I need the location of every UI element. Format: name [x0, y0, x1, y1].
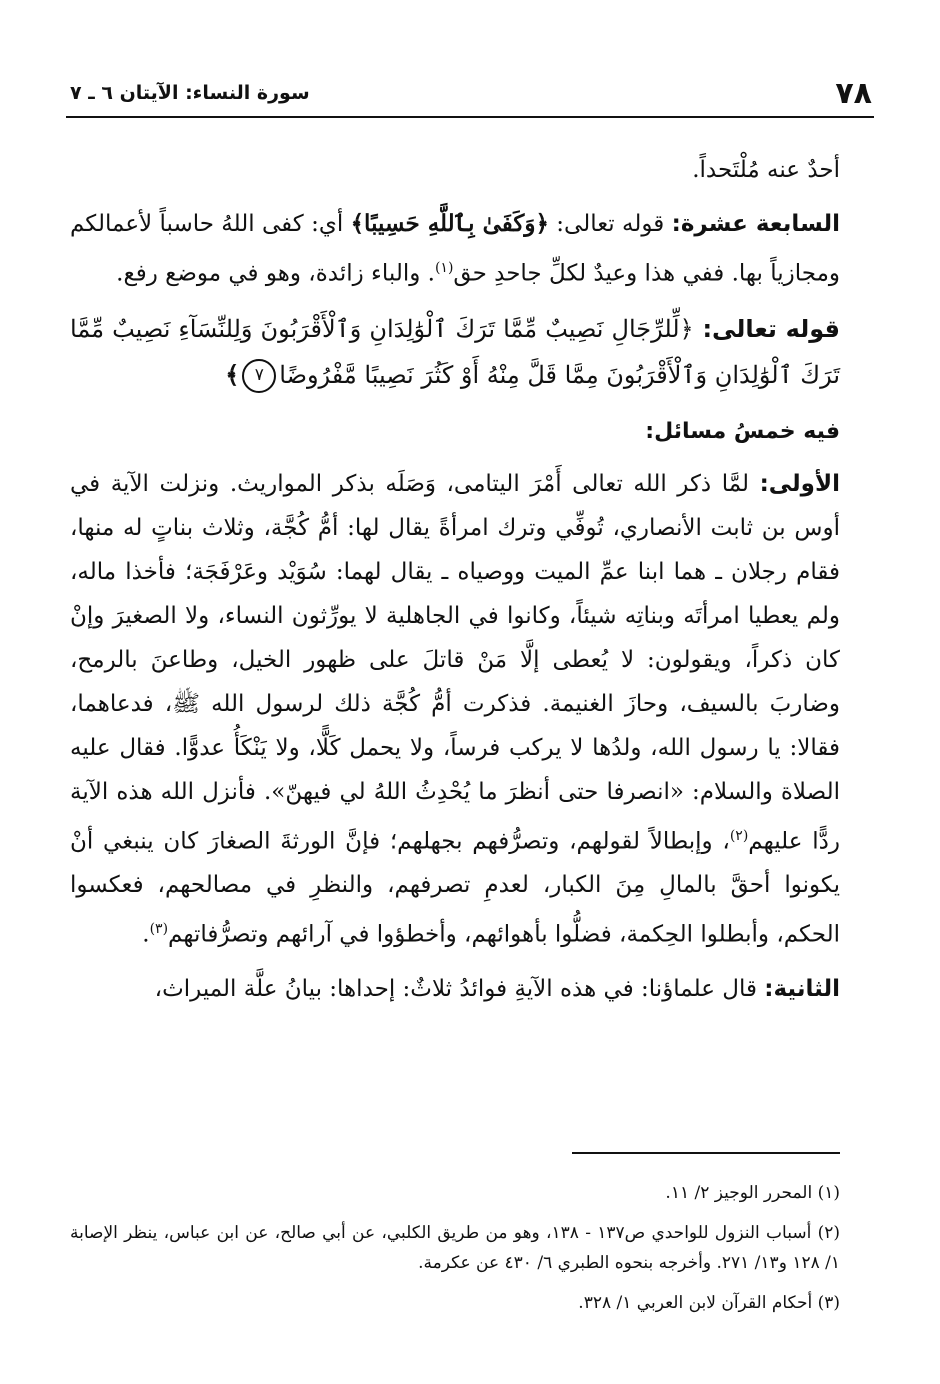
section-label-second: الثانية: [764, 975, 840, 1002]
verse-lead: قوله تعالى: [693, 314, 841, 343]
section-label-first: الأولى: [759, 470, 840, 497]
quran-verse-inline: ﴿وَكَفَىٰ بِٱللَّهِ حَسِيبًا﴾ [350, 210, 549, 237]
issues-heading: فيه خمسُ مسائل: [645, 418, 840, 444]
paragraph-second [70, 967, 840, 1011]
paragraph-first [70, 462, 840, 957]
second-text-1: قال علماؤنا: في هذه الآيةِ فوائدُ ثلاثٌ: إحداها: بيانُ علَّة الميراث، [154, 975, 765, 1002]
main-text [70, 148, 840, 1017]
footnote-divider [572, 1152, 840, 1154]
seventeenth-text-3: . والباء زائدة، وهو في موضع رفع. [116, 260, 435, 287]
ayah-number-marker: ٧ [242, 359, 276, 393]
footnote-3: (٣) أحكام القرآن لابن العربي ١/ ٣٢٨. [578, 1293, 840, 1313]
footnote-ref-3[interactable]: (٣) [149, 921, 169, 938]
first-text-2: ، وإبطالاً لقولهم، وتصرُّفهم بجهلهم؛ فإنَّ الورثةَ الصغارَ كان ينبغي أنْ يكونوا أحقَّ بالمالِ مِنَ الكبار، لعدمِ تصرفهم، والنظرِ في مصالحهم، فعكسوا الحكم، وأبطلوا الحِكمة، فضلُّوا بأهوائهم، وأخطؤوا في آرائهم وتصرُّفاتهم [70, 828, 840, 948]
section-label-seventeenth: السابعة عشرة: [671, 211, 840, 237]
footnote-ref-2[interactable]: (٢) [729, 827, 749, 844]
quran-verse-block [70, 306, 840, 398]
first-text-3: . [142, 921, 150, 948]
intro-text: أحدٌ عنه مُلْتَحداً. [692, 157, 840, 183]
verse-close-bracket: ﴾ [225, 359, 240, 389]
footnote-2: (٢) أسباب النزول للواحدي ص١٣٧ - ١٣٨، وهو من طريق الكلبي، عن أبي صالح، عن ابن عباس، ينظر الإصابة ١/ ١٢٨ و١٣/ ٢٧١. وأخرجه بنحوه الطبري ٦/ ٤٣٠ عن عكرمة. [70, 1223, 840, 1273]
paragraph-intro [70, 148, 840, 192]
footnotes [70, 1178, 840, 1328]
verse-text: ﴿لِّلرِّجَالِ نَصِيبٌ مِّمَّا تَرَكَ ٱلْوَٰلِدَانِ وَٱلْأَقْرَبُونَ وَلِلنِّسَآءِ نَصِيبٌ مِّمَّا تَرَكَ ٱلْوَٰلِدَانِ وَٱلْأَقْرَبُونَ مِمَّا قَلَّ مِنْهُ أَوْ كَثُرَ نَصِيبًا مَّفْرُوضًا [70, 314, 840, 389]
footnote-ref-1[interactable]: (١) [434, 260, 454, 276]
seventeenth-text-2: أي: كفى اللهُ حاسباً لأعمالكم ومجازياً بها. ففي هذا وعيدٌ لكلِّ جاحدِ حق [70, 211, 840, 287]
running-head: سورة النساء: الآيتان ٦ ـ ٧ [70, 82, 310, 104]
footnote-1: (١) المحرر الوجيز ٢/ ١١. [665, 1183, 840, 1203]
page-header [66, 76, 874, 118]
first-text-1: لمَّا ذكر الله تعالى أَمْرَ اليتامى، وَصَلَه بذكر المواريث. ونزلت الآية في أوس بن ثابت الأنصاري، تُوفِّي وترك امرأةً يقال لها: أمُّ كُجَّة، وثلاث بناتٍ له منها، فقام رجلان ـ هما ابنا عمِّ الميت ووصياه ـ يقال لهما: سُوَيْد وعَرْفَجَة؛ فأخذا ماله، ولم يعطيا امرأتَه وبناتِه شيئاً، وكانوا في الجاهلية لا يورِّثون النساء، ولا الصغيرَ وإنْ كان ذكراً، ويقولون: لا يُعطى إلَّا مَنْ قاتلَ على ظهور الخيل، وطاعنَ بالرمح، وضاربَ بالسيف، وحازَ الغنيمة. فذكرت أمُّ كُجَّة ذلك لرسول الله ﷺ، فدعاهما، فقالا: يا رسول الله، ولدُها لا يركب فرساً، ولا يحمل كَلًّا، ولا يَنْكَأُ عدوًّا. فقال عليه الصلاة والسلام: «انصرفا حتى أنظرَ ما يُحْدِثُ اللهُ لي فيهنّ». فأنزل الله هذه الآية ردًّا عليهم [70, 470, 840, 855]
paragraph-seventeenth [70, 202, 840, 296]
seventeenth-text-1: قوله تعالى: [548, 211, 672, 237]
page-number: ٧٨ [835, 76, 872, 111]
